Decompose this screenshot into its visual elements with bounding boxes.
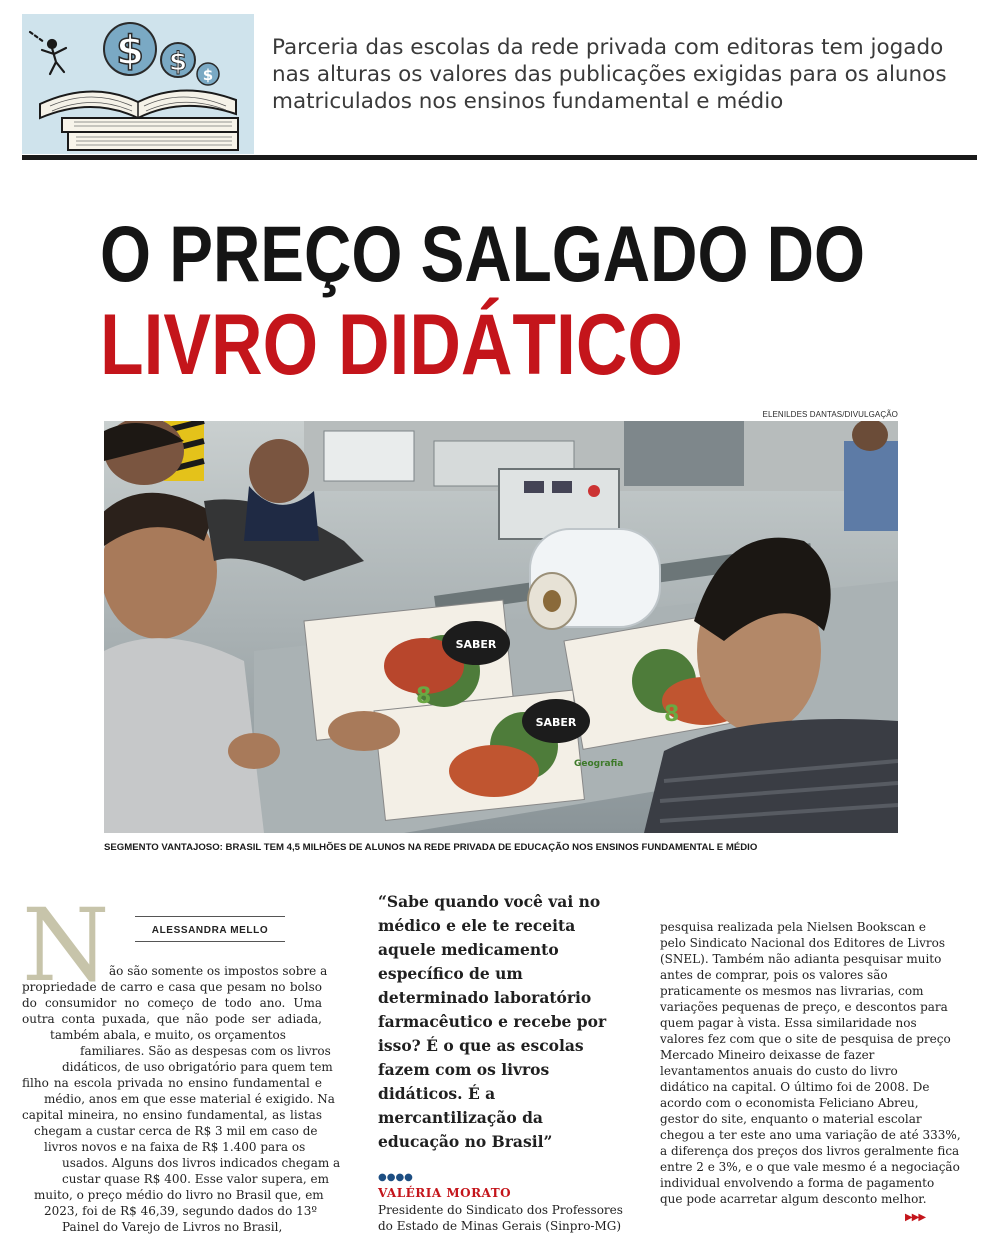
byline-rule <box>135 916 285 917</box>
deck-line: nas alturas os valores das publicações exigidas para os alunos <box>272 62 947 87</box>
byline-rule <box>135 941 285 942</box>
body-line: pelo Sindicato Nacional dos Editores de Livros <box>660 936 945 950</box>
body-line: individual envolvendo a forma de pagamento <box>660 1176 935 1190</box>
body-line: médio, anos em que esse material é exigido. Na <box>44 1092 335 1106</box>
photo-credit: ELENILDES DANTAS/DIVULGAÇÃO <box>762 410 898 419</box>
body-line: antes de comprar, pois os valores são <box>660 968 888 982</box>
svg-text:$: $ <box>116 28 144 74</box>
quote-line: determinado laboratório <box>378 988 592 1007</box>
body-line: ão são somente os impostos sobre a <box>109 964 328 978</box>
body-line: muito, o preço médio do livro no Brasil que, em <box>34 1188 324 1202</box>
svg-text:$: $ <box>168 47 188 77</box>
quote-line: didáticos. É a <box>378 1084 496 1103</box>
quote-author: VALÉRIA MORATO <box>378 1186 512 1200</box>
body-line: didáticos, de uso obrigatório para quem tem <box>62 1060 333 1074</box>
body-line: do consumidor no começo de todo ano. Uma <box>22 996 322 1010</box>
book-cover-label: SABER <box>535 716 577 729</box>
photo-caption: SEGMENTO VANTAJOSO: BRASIL TEM 4,5 MILHÕES DE ALUNOS NA REDE PRIVADA DE EDUCAÇÃO NOS ENSINOS FUNDAMENTAL E MÉDIO <box>104 842 758 853</box>
body-line: outra conta puxada, que não pode ser adiada, <box>22 1012 322 1026</box>
header-divider <box>22 155 977 160</box>
body-line: chegou a ter este ano uma variação de até 333%, <box>660 1128 961 1142</box>
pull-quote <box>378 890 640 1154</box>
book-cover-label: SABER <box>455 638 497 651</box>
body-line: familiares. São as despesas com os livros <box>80 1044 331 1058</box>
deck-line: matriculados nos ensinos fundamental e médio <box>272 89 784 114</box>
book-stack-icon <box>22 14 254 154</box>
article-deck <box>272 34 952 115</box>
body-line: gestor do site, enquanto o material escolar <box>660 1112 922 1126</box>
body-line: (SNEL). Também não adianta pesquisar muito <box>660 952 942 966</box>
book-cover-subject: Geografia <box>574 759 624 769</box>
body-line: quem pagar à vista. Essa similaridade nos <box>660 1016 917 1030</box>
quote-line: isso? É o que as escolas <box>378 1036 584 1055</box>
body-line: que pode acarretar algum desconto melhor. <box>660 1192 927 1206</box>
quote-line: educação no Brasil” <box>378 1132 553 1151</box>
quote-line: médico e ele te receita <box>378 916 576 935</box>
quote-line: fazem com os livros <box>378 1060 550 1079</box>
body-line: valores fez com que o site de pesquisa de preço <box>660 1032 951 1046</box>
role-line: Presidente do Sindicato dos Professores <box>378 1203 623 1217</box>
body-line: propriedade de carro e casa que pesam no bolso <box>22 980 322 994</box>
header-illustration <box>22 14 254 154</box>
body-line: usados. Alguns dos livros indicados chegam a <box>62 1156 341 1170</box>
quote-dots-icon: ●●●● <box>378 1172 413 1183</box>
quote-author-role <box>378 1202 640 1234</box>
body-line: capital mineira, no ensino fundamental, as listas <box>22 1108 322 1122</box>
article-body-right <box>660 919 961 1207</box>
book-cover-number: 8 <box>664 702 680 727</box>
body-line: também abala, e muito, os orçamentos <box>50 1028 286 1042</box>
body-line: filho na escola privada no ensino fundamental e <box>22 1076 322 1090</box>
body-line: variações pequenas de preço, e descontos para <box>660 1000 948 1014</box>
article-photo <box>104 421 898 833</box>
quote-line: farmacêutico e recebe por <box>378 1012 607 1031</box>
svg-text:$: $ <box>202 66 214 84</box>
continue-arrows-icon: ▶▶▶ <box>905 1212 926 1223</box>
deck-line: Parceria das escolas da rede privada com editoras tem jogado <box>272 35 944 60</box>
body-line: a diferença dos preços dos livros geralmente fica <box>660 1144 960 1158</box>
body-line: custar quase R$ 400. Esse valor supera, em <box>62 1172 329 1186</box>
drop-cap: N <box>22 887 110 1004</box>
quote-line: específico de um <box>378 964 523 983</box>
quote-line: aquele medicamento <box>378 940 559 959</box>
headline-line-2: LIVRO DIDÁTICO <box>100 297 683 393</box>
headline-line-1: O PREÇO SALGADO DO <box>100 209 866 298</box>
article-body-left <box>22 963 341 1235</box>
body-line: Mercado Mineiro deixasse de fazer <box>660 1048 875 1062</box>
body-line: chegam a custar cerca de R$ 3 mil em caso de <box>34 1124 318 1138</box>
book-cover-number: 8 <box>416 684 432 709</box>
author-byline: ALESSANDRA MELLO <box>151 925 269 936</box>
body-line: 2023, foi de R$ 46,39, segundo dados do 13º <box>44 1204 318 1218</box>
quote-line: “Sabe quando você vai no <box>378 892 601 911</box>
body-line: livros novos e na faixa de R$ 1.400 para os <box>44 1140 306 1154</box>
body-line: praticamente os mesmos nas livrarias, com <box>660 984 924 998</box>
body-line: entre 2 e 3%, e o que vale mesmo é a negociação <box>660 1160 960 1174</box>
body-line: Painel do Varejo de Livros no Brasil, <box>62 1220 283 1234</box>
body-line: pesquisa realizada pela Nielsen Bookscan e <box>660 920 926 934</box>
factory-workers-photo <box>104 421 898 833</box>
body-line: acordo com o economista Feliciano Abreu, <box>660 1096 919 1110</box>
body-line: didático na capital. O último foi de 2008. De <box>660 1080 930 1094</box>
body-line: levantamentos anuais do custo do livro <box>660 1064 898 1078</box>
role-line: do Estado de Minas Gerais (Sinpro-MG) <box>378 1219 622 1233</box>
quote-line: mercantilização da <box>378 1108 543 1127</box>
